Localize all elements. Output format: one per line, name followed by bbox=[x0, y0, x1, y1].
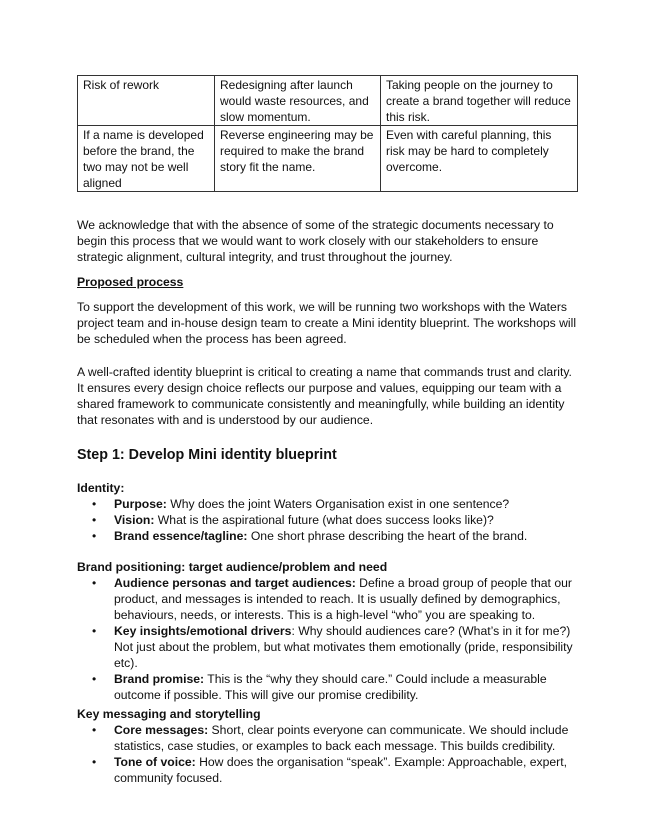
list-item-term: Key insights/emotional drivers bbox=[114, 624, 292, 638]
list-item bbox=[77, 623, 577, 671]
table-cell: Reverse engineering may be required to make the brand story fit the name. bbox=[215, 126, 381, 192]
list-item-term: Purpose: bbox=[114, 497, 167, 511]
messaging-heading: Key messaging and storytelling bbox=[77, 707, 261, 721]
step1-heading: Step 1: Develop Mini identity blueprint bbox=[77, 447, 337, 463]
list-item-text: This is the “why they should care.” Could include a measurable outcome if possible. This will give our promise credibility. bbox=[114, 672, 547, 702]
list-item bbox=[77, 575, 577, 623]
table-cell: Redesigning after launch would waste resources, and slow momentum. bbox=[215, 76, 381, 126]
messaging-list bbox=[77, 722, 577, 786]
bullet-icon: • bbox=[92, 513, 97, 527]
list-item bbox=[77, 722, 577, 754]
support-paragraph: To support the development of this work, we will be running two workshops with the Waters project team and in-house design team to create a Mini identity blueprint. The workshops will be scheduled when the process has been agreed. bbox=[77, 300, 577, 346]
bullet-icon: • bbox=[92, 755, 97, 769]
identity-list bbox=[77, 496, 577, 544]
list-item bbox=[77, 671, 577, 703]
table-row bbox=[78, 126, 578, 192]
proposed-process-heading: Proposed process bbox=[77, 275, 184, 289]
risk-table bbox=[77, 75, 578, 192]
blueprint-paragraph: A well-crafted identity blueprint is critical to creating a name that commands trust and clarity. It ensures every design choice reflects our purpose and values, equipping our team with a shared framework to communicate consistently and meaningfully, while building an identity that resonates with and is understood by our audience. bbox=[77, 365, 572, 427]
list-item-text: Short, clear points everyone can communicate. We should include statistics, case studies, or examples to back each message. This builds credibility. bbox=[114, 723, 569, 753]
list-item bbox=[77, 528, 577, 544]
list-item bbox=[77, 754, 577, 786]
list-item-text: Define a broad group of people that our product, and messages is intended to reach. It is usually defined by demographics, behaviours, needs, or interests. This is a high-level “who” you are speaking to. bbox=[114, 576, 572, 622]
table-cell: Even with careful planning, this risk may be hard to completely overcome. bbox=[381, 126, 578, 192]
list-item-term: Core messages: bbox=[114, 723, 209, 737]
table-cell: Risk of rework bbox=[78, 76, 215, 126]
bullet-icon: • bbox=[92, 723, 97, 737]
list-item-text: Why does the joint Waters Organisation exist in one sentence? bbox=[166, 497, 510, 511]
list-item-term: Vision: bbox=[114, 513, 155, 527]
list-item-term: Audience personas and target audiences: bbox=[114, 576, 356, 590]
bullet-icon: • bbox=[92, 576, 97, 590]
document-page bbox=[77, 75, 577, 786]
identity-heading: Identity: bbox=[77, 481, 125, 495]
list-item-text: What is the aspirational future (what does success looks like)? bbox=[154, 513, 494, 527]
table-cell: Taking people on the journey to create a brand together will reduce this risk. bbox=[381, 76, 578, 126]
acknowledgement-paragraph: We acknowledge that with the absence of some of the strategic documents necessary to begin this process that we would want to work closely with our stakeholders to ensure strategic alignment, cultural integrity, and trust throughout the journey. bbox=[77, 218, 554, 264]
bullet-icon: • bbox=[92, 529, 97, 543]
list-item bbox=[77, 512, 577, 528]
list-item-text: : Why should audiences care? (What’s in it for me?) Not just about the problem, but what motivates them emotionally (pride, responsibility etc). bbox=[114, 624, 573, 670]
bullet-icon: • bbox=[92, 672, 97, 686]
positioning-heading: Brand positioning: target audience/problem and need bbox=[77, 560, 388, 574]
list-item bbox=[77, 496, 577, 512]
list-item-term: Brand promise: bbox=[114, 672, 205, 686]
table-row bbox=[78, 76, 578, 126]
bullet-icon: • bbox=[92, 497, 97, 511]
bullet-icon: • bbox=[92, 624, 97, 638]
list-item-text: How does the organisation “speak”. Example: Approachable, expert, community focused. bbox=[114, 755, 567, 785]
positioning-list bbox=[77, 575, 577, 703]
list-item-term: Brand essence/tagline: bbox=[114, 529, 248, 543]
table-cell: If a name is developed before the brand, the two may not be well aligned bbox=[78, 126, 215, 192]
list-item-text: One short phrase describing the heart of the brand. bbox=[247, 529, 528, 543]
list-item-term: Tone of voice: bbox=[114, 755, 196, 769]
